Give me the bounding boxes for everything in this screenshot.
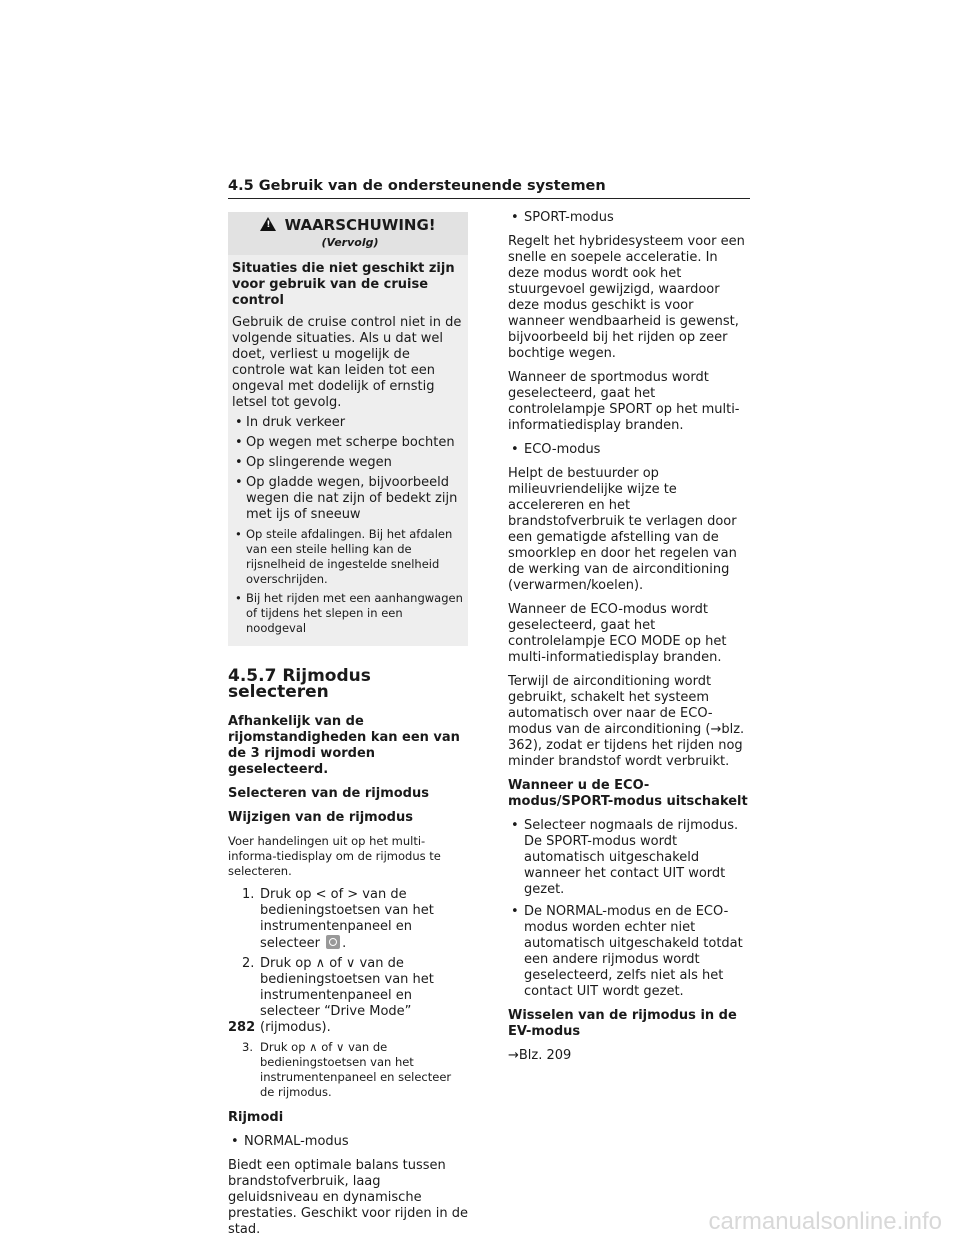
warning-item: • In druk verkeer bbox=[232, 415, 464, 431]
step-number: 2. bbox=[242, 956, 255, 971]
step-number: 3. bbox=[242, 1040, 253, 1054]
warning-item: • Op steile afdalingen. Bij het afdalen van een steile helling kan de rijsnelheid de ingestelde snelheid overschrijden. bbox=[232, 527, 464, 587]
off-heading: Wanneer u de ECO-modus/SPORT-modus uitschakelt bbox=[508, 778, 748, 809]
sport-mode-list bbox=[508, 210, 750, 226]
warning-item: • Op slingerende wegen bbox=[232, 455, 464, 471]
modes-heading: Rijmodi bbox=[228, 1110, 284, 1125]
off-item: • Selecteer nogmaals de rijmodus. De SPORT-modus wordt automatisch uitgeschakeld wanneer het contact UIT wordt gezet. bbox=[508, 818, 750, 898]
eco-indicator-text: Wanneer de ECO-modus wordt geselecteerd, gaat het controlelampje ECO MODE op het multi-informatiedisplay branden. bbox=[508, 602, 727, 665]
steps-list bbox=[228, 887, 468, 1100]
warning-list bbox=[232, 415, 464, 636]
watermark: carmanualsonline.info bbox=[708, 1208, 942, 1235]
change-heading: Wijzigen van de rijmodus bbox=[228, 810, 413, 825]
off-item: • De NORMAL-modus en de ECO-modus worden echter niet automatisch uitgeschakeld totdat een andere rijmodus wordt geselecteerd, zelfs niet als het contact UIT wordt gezet. bbox=[508, 904, 750, 1000]
warning-item: • Op gladde wegen, bijvoorbeeld wegen die nat zijn of bedekt zijn met ijs of sneeuw bbox=[232, 475, 464, 523]
step-text: Druk op < of > van de bedieningstoetsen van het instrumentenpaneel en selecteer bbox=[260, 887, 434, 951]
ev-reference-link[interactable]: →Blz. 209 bbox=[508, 1048, 572, 1063]
step-text: Druk op ∧ of ∨ van de bedieningstoetsen van het instrumentenpaneel en selecteer de rijmodus. bbox=[260, 1040, 452, 1099]
section-title: 4.5.7 Rijmodus selecteren bbox=[228, 666, 371, 702]
right-column bbox=[508, 210, 750, 1072]
warning-item: • Op wegen met scherpe bochten bbox=[232, 435, 464, 451]
sport-mode-text: Regelt het hybridesysteem voor een snelle en soepele acceleratie. In deze modus wordt ook het stuurgevoel gewijzigd, waardoor deze modus geschikt is voor wanneer wendbaarheid is gewenst, bijvoorbeeld bij het rijden op zeer bochtige wegen. bbox=[508, 234, 745, 361]
eco-ac-text: Terwijl de airconditioning wordt gebruikt, schakelt het systeem automatisch over naar de ECO-modus van de airconditioning (→blz. 362), zodat er tijdens het rijden nog minder brandstof wordt verbruikt. bbox=[508, 674, 745, 769]
sport-mode-label: • SPORT-modus bbox=[508, 210, 750, 226]
warning-box bbox=[228, 212, 468, 646]
section-intro: Afhankelijk van de rijomstandigheden kan een van de 3 rijmodi worden geselecteerd. bbox=[228, 714, 460, 777]
warning-item: • Bij het rijden met een aanhangwagen of tijdens het slepen in een noodgeval bbox=[232, 591, 464, 636]
step-tail: . bbox=[342, 936, 347, 951]
left-column bbox=[228, 212, 468, 1246]
warning-text: Gebruik de cruise control niet in de volgende situaties. Als u dat wel doet, verliest u mogelijk de controle wat kan leiden tot een ongeval met dodelijk of ernstig letsel tot gevolg. bbox=[232, 315, 462, 410]
sport-indicator-text: Wanneer de sportmodus wordt geselecteerd, gaat het controlelampje SPORT op het multi-informatiedisplay branden. bbox=[508, 370, 740, 433]
step-item bbox=[242, 1040, 468, 1100]
step-text: Druk op ∧ of ∨ van de bedieningstoetsen van het instrumentenpaneel en selecteer “Drive Mode” (rijmodus). bbox=[260, 956, 434, 1035]
change-text: Voer handelingen uit op het multi-informa-tiedisplay om de rijmodus te selecteren. bbox=[228, 834, 441, 878]
settings-icon bbox=[326, 935, 340, 949]
select-heading: Selecteren van de rijmodus bbox=[228, 786, 429, 801]
normal-mode-text: Biedt een optimale balans tussen brandstofverbruik, laag geluidsniveau en dynamische prestaties. Geschikt voor rijden in de stad. bbox=[228, 1158, 468, 1237]
off-list bbox=[508, 818, 750, 1000]
warning-icon bbox=[260, 217, 276, 231]
step-number: 1. bbox=[242, 887, 255, 902]
warning-heading: Situaties die niet geschikt zijn voor gebruik van de cruise control bbox=[232, 261, 455, 308]
warning-continued: (Vervolg) bbox=[321, 236, 379, 249]
normal-mode-label: • NORMAL-modus bbox=[228, 1134, 468, 1150]
warning-title: WAARSCHUWING! bbox=[284, 216, 436, 234]
eco-mode-list bbox=[508, 442, 750, 458]
step-item bbox=[242, 956, 468, 1036]
step-item bbox=[242, 887, 468, 952]
eco-mode-text: Helpt de bestuurder op milieuvriendelijke wijze te accelereren en het brandstofverbruik te verlagen door een gematigde afstelling van de smoorklep en door het regelen van de werking van de airconditioning (verwarmen/koelen). bbox=[508, 466, 737, 593]
section-header: 4.5 Gebruik van de ondersteunende systemen bbox=[228, 178, 750, 199]
ev-heading: Wisselen van de rijmodus in de EV-modus bbox=[508, 1008, 737, 1039]
eco-mode-label: • ECO-modus bbox=[508, 442, 750, 458]
page-number: 282 bbox=[228, 1020, 256, 1035]
warning-title-bar bbox=[228, 212, 468, 255]
normal-mode-list bbox=[228, 1134, 468, 1150]
